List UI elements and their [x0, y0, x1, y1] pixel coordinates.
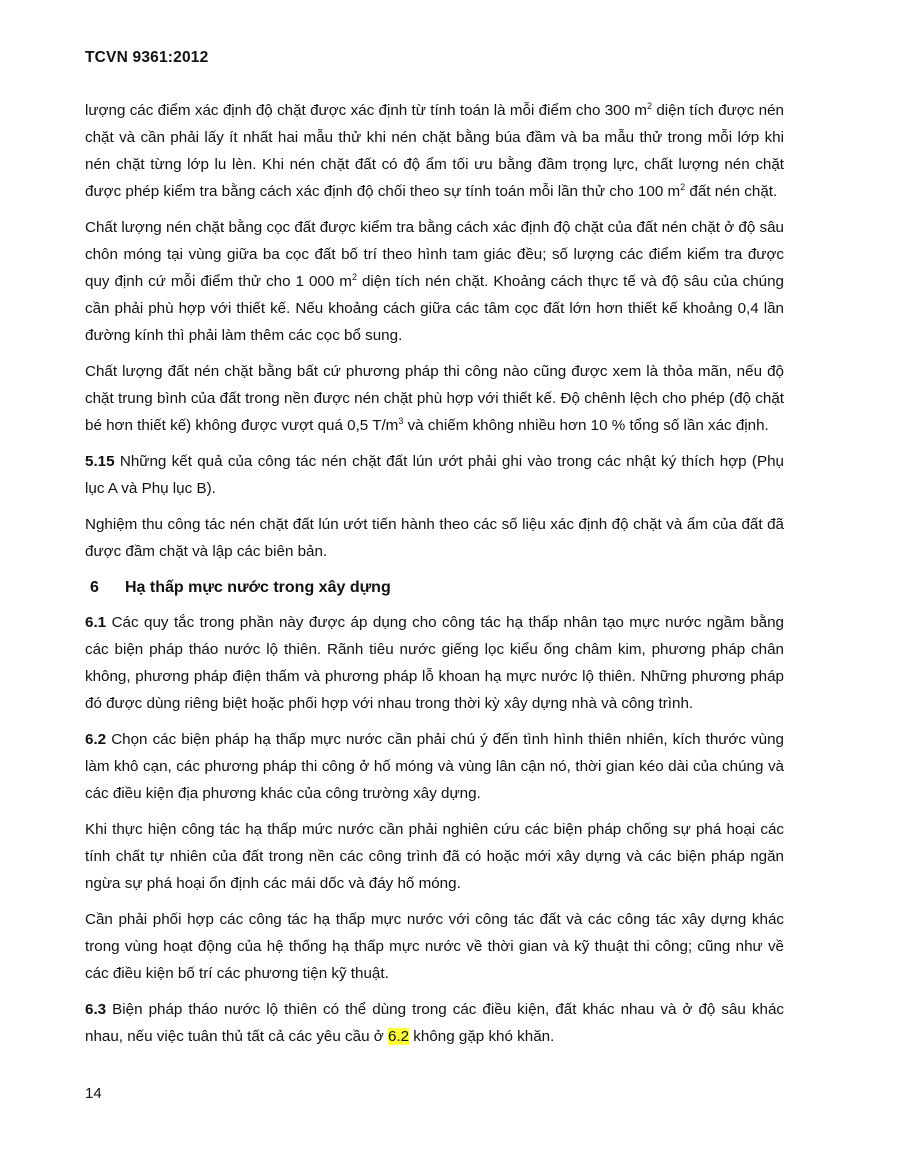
text-run: lượng các điểm xác định độ chặt được xác định từ tính toán là mỗi điểm cho 300 m [85, 102, 648, 119]
clause-6-1 [85, 609, 784, 717]
clause-number: 6.2 [85, 731, 107, 748]
clause-5-15 [85, 448, 784, 502]
text-run: diện tích được nén chặt và cần phải lấy ít nhất hai mẫu thử khi nén chặt bằng búa đầm và ba mẫu thử trong mỗi lớp khi nén chặt từng lớp lu lèn. Khi nén chặt đất có độ ẩm tối ưu bằng đầm trọng lực, chất lượng nén chặt được phép kiểm tra bằng cách xác định độ chối theo sự tính toán mỗi lần thử cho 100 m [85, 102, 784, 200]
section-heading [85, 574, 784, 601]
highlighted-reference-link[interactable]: 6.2 [387, 1028, 410, 1045]
clause-text: Chọn các biện pháp hạ thấp mực nước cần phải chú ý đến tình hình thiên nhiên, kích thước vùng làm khô cạn, các phương pháp thi công ở hố móng và vùng lân cận nó, thời gian kéo dài của chúng và các điều kiện địa phương khác của công trường xây dựng. [85, 731, 784, 802]
section-number: 6 [90, 579, 99, 596]
clause-6-3 [85, 996, 784, 1050]
text-run: và chiếm không nhiều hơn 10 % tổng số lần xác định. [403, 417, 769, 434]
clause-text: Biện pháp tháo nước lộ thiên có thể dùng trong các điều kiện, đất khác nhau và ở độ sâu khác nhau, nếu việc tuân thủ tất cả các yêu cầu ở [85, 1001, 784, 1045]
text-run: diện tích nén chặt. Khoảng cách thực tế và độ sâu của chúng cần phải phù hợp với thiết kế. Nếu khoảng cách giữa các tâm cọc đất lớn hơn thiết kế khoảng 0,4 lần đường kính thì phải làm thêm các cọc bổ sung. [85, 273, 785, 344]
paragraph-dewatering-research: Khi thực hiện công tác hạ thấp mức nước cần phải nghiên cứu các biện pháp chống sự phá hoại các tính chất tự nhiên của đất trong nền các công trình đã có hoặc mới xây dựng và các biện pháp ngăn ngừa sự phá hoại ổn định các mái dốc và đáy hố móng. [85, 821, 784, 892]
clause-text: Những kết quả của công tác nén chặt đất lún ướt phải ghi vào trong các nhật ký thích hợp (Phụ lục A và Phụ lục B). [85, 453, 784, 497]
text-run: đất nén chặt. [685, 183, 778, 200]
document-code-header: TCVN 9361:2012 [85, 49, 209, 66]
superscript: 2 [647, 100, 653, 111]
paragraph-quality-acceptance [85, 358, 784, 439]
section-title: Hạ thấp mực nước trong xây dựng [125, 579, 391, 596]
superscript: 3 [398, 415, 404, 426]
clause-text: Các quy tắc trong phần này được áp dụng cho công tác hạ thấp nhân tạo mực nước ngầm bằng các biện pháp tháo nước lộ thiên. Rãnh tiêu nước giếng lọc kiểu ống châm kim, phương pháp chân không, phương pháp điện thấm và phương pháp lỗ khoan hạ mực nước lộ thiên. Những phương pháp đó được dùng riêng biệt hoặc phối hợp với nhau trong thời kỳ xây dựng nhà và công trình. [85, 614, 784, 712]
clause-number: 6.1 [85, 614, 107, 631]
paragraph-soil-piles [85, 214, 784, 349]
text-run: Chất lượng nén chặt bằng cọc đất được kiểm tra bằng cách xác định độ chặt của đất nén chặt ở độ sâu chôn móng tại vùng giữa ba cọc đất bố trí theo hình tam giác đều; số lượng các điểm kiểm tra được quy định cứ mỗi điểm thử cho 1 000 m [85, 219, 784, 290]
clause-number: 6.3 [85, 1001, 107, 1018]
paragraph-coordination: Cần phải phối hợp các công tác hạ thấp mực nước với công tác đất và các công tác xây dựng khác trong vùng hoạt động của hệ thống hạ thấp mực nước về thời gian và kỹ thuật thi công; cũng như về các điều kiện bố trí các phương tiện kỹ thuật. [85, 911, 784, 982]
paragraph-compaction-points [85, 97, 784, 205]
clause-text-end: không gặp khó khăn. [409, 1028, 555, 1045]
clause-6-2 [85, 726, 784, 807]
superscript: 2 [351, 271, 357, 282]
superscript: 2 [680, 181, 686, 192]
paragraph-acceptance-records: Nghiệm thu công tác nén chặt đất lún ướt tiến hành theo các số liệu xác định độ chặt và ẩm của đất đã được đầm chặt và lập các biên bản. [85, 516, 784, 560]
clause-number: 5.15 [85, 453, 115, 470]
text-run: Chất lượng đất nén chặt bằng bất cứ phương pháp thi công nào cũng được xem là thỏa mãn, nếu độ chặt trung bình của đất trong nền được nén chặt phù hợp với thiết kế. Độ chênh lệch cho phép (độ chặt bé hơn thiết kế) không được vượt quá 0,5 T/m [85, 363, 784, 434]
page-number: 14 [85, 1085, 102, 1102]
document-body [85, 97, 784, 1059]
